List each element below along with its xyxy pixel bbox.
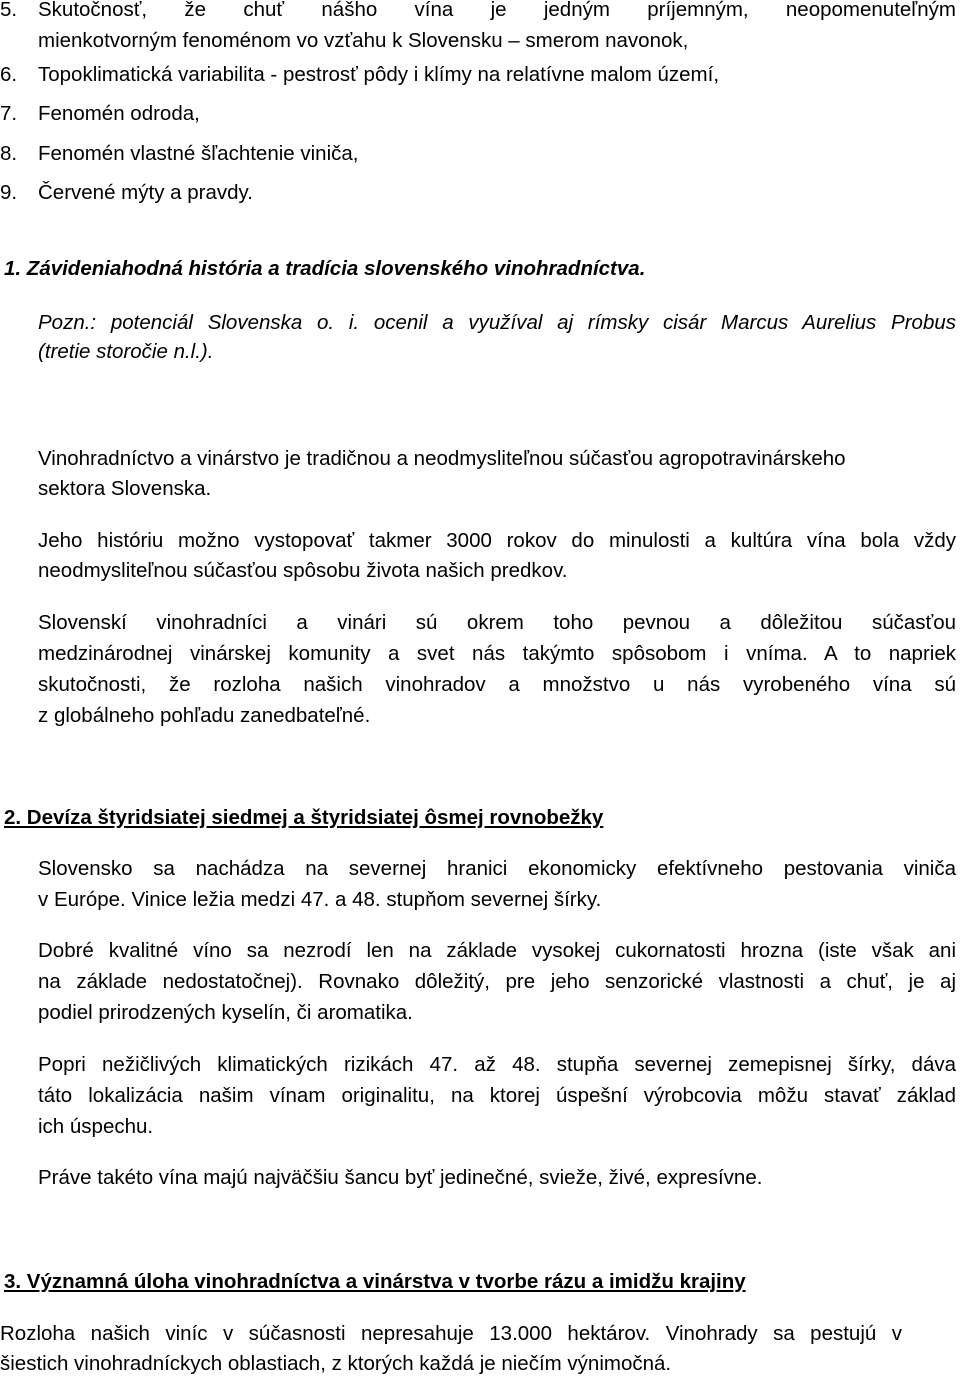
- toc-item-number: 7.: [0, 102, 18, 125]
- toc-item-number: 5.: [0, 0, 18, 21]
- toc-item-text: Fenomén odroda,: [38, 102, 200, 125]
- section-1-paragraph: Jeho históriu možno vystopovať takmer 3000 rokov do minulosti a kultúra vína bola vždy: [38, 529, 956, 552]
- section-1-heading: 1. Závideniahodná história a tradícia slovenského vinohradníctva.: [4, 257, 646, 280]
- toc-item-5: [0, 0, 956, 22]
- toc-item-number: 8.: [0, 142, 18, 165]
- section-1-note-continuation: (tretie storočie n.l.).: [38, 340, 214, 363]
- section-3-heading: 3. Významná úloha vinohradníctva a vinárstva v tvorbe rázu a imidžu krajiny: [4, 1270, 746, 1293]
- toc-item-number: 9.: [0, 181, 18, 204]
- section-1-paragraph: sektora Slovenska.: [38, 477, 212, 500]
- toc-item-8: [0, 142, 358, 166]
- toc-item-text: Fenomén vlastné šľachtenie viniča,: [38, 142, 359, 165]
- section-2-paragraph: ich úspechu.: [38, 1115, 154, 1138]
- section-2-heading: 2. Devíza štyridsiatej siedmej a štyridsiatej ôsmej rovnobežky: [4, 806, 604, 829]
- toc-item-text: Topoklimatická variabilita - pestrosť pôdy i klímy na relatívne malom území,: [38, 63, 720, 86]
- toc-item-5-continuation: mienkotvorným fenoménom vo vzťahu k Slovensku – smerom navonok,: [38, 29, 689, 52]
- section-1-note: Pozn.: potenciál Slovenska o. i. ocenil a využíval aj rímsky cisár Marcus Aurelius Probus: [38, 311, 956, 334]
- section-2-paragraph: Slovensko sa nachádza na severnej hranici ekonomicky efektívneho pestovania viniča: [38, 857, 956, 880]
- section-2-paragraph: Práve takéto vína majú najväčšiu šancu byť jedinečné, svieže, živé, expresívne.: [38, 1166, 763, 1189]
- section-3-paragraph: šiestich vinohradníckych oblastiach, z ktorých každá je niečím výnimočná.: [0, 1352, 672, 1375]
- section-1-paragraph: Slovenskí vinohradníci a vinári sú okrem toho pevnou a dôležitou súčasťou: [38, 611, 956, 634]
- section-2-paragraph: v Európe. Vinice ležia medzi 47. a 48. stupňom severnej šírky.: [38, 888, 602, 911]
- section-1-paragraph: neodmysliteľnou súčasťou spôsobu života našich predkov.: [38, 559, 568, 582]
- toc-item-text: Skutočnosť, že chuť nášho vína je jedným príjemným, neopomenuteľným: [38, 0, 956, 21]
- section-2-paragraph: na základe nedostatočnej). Rovnako dôležitý, pre jeho senzorické vlastnosti a chuť, je aj: [38, 970, 956, 993]
- toc-item-number: 6.: [0, 63, 18, 86]
- section-1-paragraph: medzinárodnej vinárskej komunity a svet nás takýmto spôsobom i vníma. A to napriek: [38, 642, 956, 665]
- section-1-paragraph: Vinohradníctvo a vinárstvo je tradičnou a neodmysliteľnou súčasťou agropotravinárskeho: [38, 447, 846, 470]
- section-2-paragraph: Dobré kvalitné víno sa nezrodí len na základe vysokej cukornatosti hrozna (iste však ani: [38, 939, 956, 962]
- toc-item-text: Červené mýty a pravdy.: [38, 181, 253, 204]
- section-2-paragraph: podiel prirodzených kyselín, či aromatika.: [38, 1001, 413, 1024]
- section-3-paragraph: Rozloha našich viníc v súčasnosti nepresahuje 13.000 hektárov. Vinohrady sa pestujú v: [0, 1322, 902, 1345]
- section-1-paragraph: skutočnosti, že rozloha našich vinohradov a množstvo u nás vyrobeného vína sú: [38, 673, 956, 696]
- toc-item-6: [0, 63, 719, 87]
- section-2-paragraph: táto lokalizácia našim vínam originalitu, na ktorej úspešní výrobcovia môžu stavať základ: [38, 1084, 956, 1107]
- toc-item-9: [0, 181, 253, 205]
- toc-item-7: [0, 102, 200, 126]
- section-1-paragraph: z globálneho pohľadu zanedbateľné.: [38, 704, 371, 727]
- section-2-paragraph: Popri nežičlivých klimatických rizikách 47. až 48. stupňa severnej zemepisnej šírky, dáva: [38, 1053, 956, 1076]
